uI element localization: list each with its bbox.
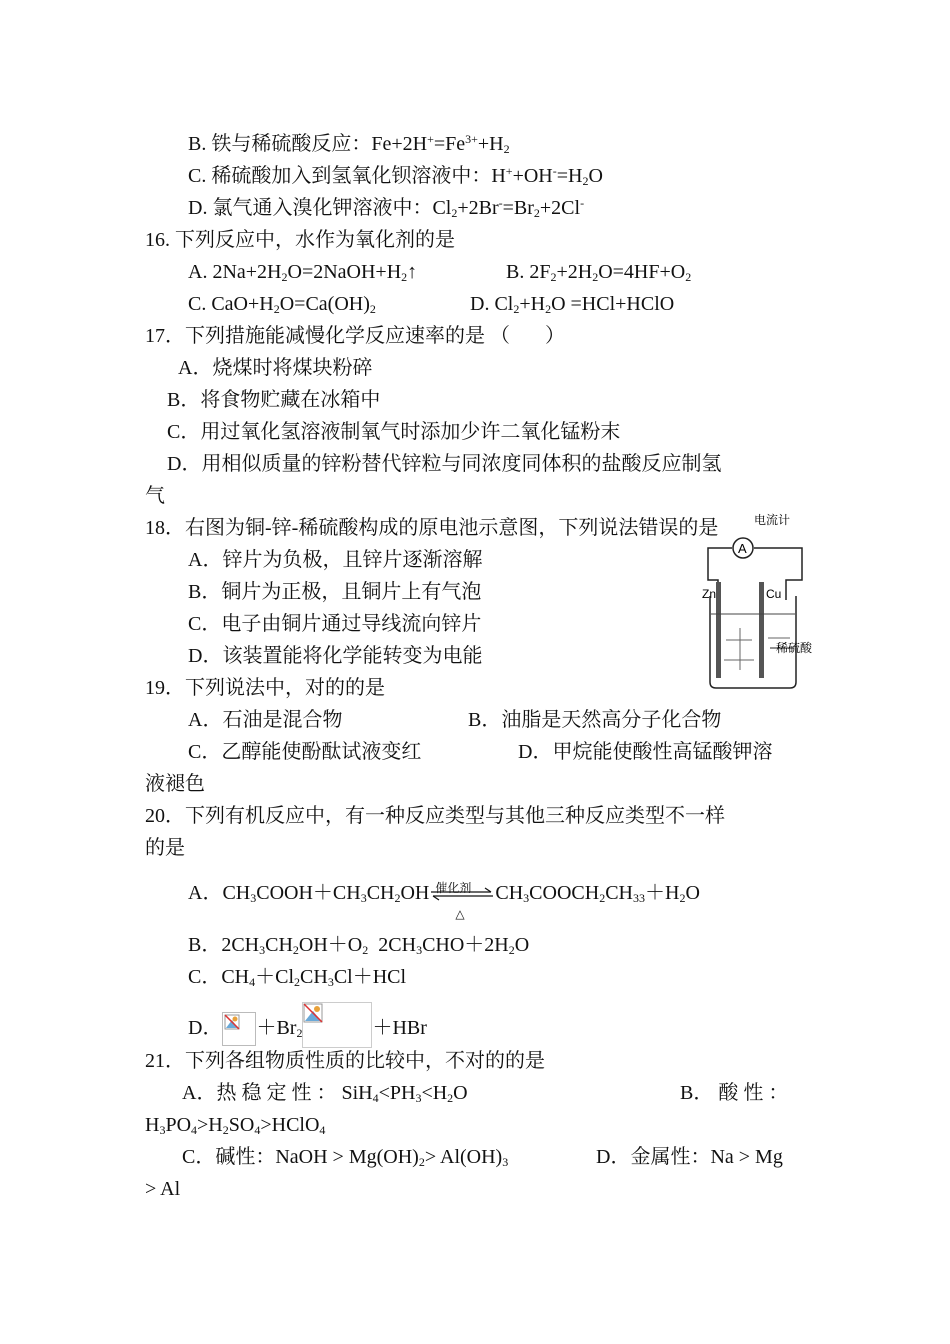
q17-option-d-wrap: 气 xyxy=(145,485,165,507)
q20-stem-wrap: 的是 xyxy=(145,837,185,859)
q19-stem: 19．下列说法中，对的的是 xyxy=(145,677,385,699)
q16-stem: 16. 下列反应中，水作为氧化剂的是 xyxy=(145,229,455,251)
benzene-image-icon xyxy=(222,1012,256,1046)
cu-label: Cu xyxy=(766,587,782,601)
q21-option-d: D．金属性：Na > Mg xyxy=(596,1146,783,1168)
reversible-arrow: 催化剂 △ xyxy=(429,881,495,907)
q16-option-a: A. $2Na+2H_2O=2NaOH+H_2↑$ xyxy=(188,261,418,284)
q15-option-b: B. 铁与稀硫酸反应：$Fe+2H^+=Fe^{3+}+H_2$ xyxy=(188,132,510,156)
q16-option-d: D. $Cl_2+H_2O$ =HCl+HClO xyxy=(470,293,675,316)
q15-option-c: C. 稀硫酸加入到氢氧化钡溶液中：$H^++OH^-=H_2O$ xyxy=(188,164,603,188)
cu-electrode xyxy=(759,582,764,678)
q16-option-c: C. $CaO+H_2O=Ca(OH)_2$ xyxy=(188,293,376,316)
q17-option-c: C．用过氧化氢溶液制氧气时添加少许二氧化锰粉末 xyxy=(167,421,621,443)
svg-text:A: A xyxy=(738,541,747,556)
zn-label: Zn xyxy=(702,587,717,601)
q18-option-d: D．该装置能将化学能转变为电能 xyxy=(188,645,483,667)
q20-option-a: A．$CH_3COOH+CH_3CH_2OH$ 催化剂 △ $CH_3COOCH_2CH_{33}+H_2O$ xyxy=(188,881,700,922)
q20-option-b: B．$2CH_3CH_2OH+O_2$ $2CH_3CHO+2H_2O$ xyxy=(188,934,530,957)
q21-option-d-wrap: > Al xyxy=(145,1178,181,1200)
q17-option-a: A．烧煤时将煤块粉碎 xyxy=(178,357,373,379)
q19-option-d-wrap: 液褪色 xyxy=(145,773,205,795)
q16-option-b: B. $2F_2+2H_2O=4HF+O_2$ xyxy=(506,261,692,284)
q20-option-c: C．$CH_4+Cl_2CH_3Cl+HCl$ xyxy=(188,966,407,989)
q15-option-d: D. 氯气通入溴化钾溶液中：$Cl_2+2Br^-=Br_2+2Cl^-$ xyxy=(188,196,585,220)
q18-stem: 18．右图为铜-锌-稀硫酸构成的原电池示意图，下列说法错误的是 xyxy=(145,517,719,539)
q21-option-a: A．热 稳 定 性 ： $SiH_4<PH_3<H_2O$ xyxy=(182,1082,468,1105)
zn-electrode xyxy=(716,582,721,678)
q18-option-b: B．铜片为正极，且铜片上有气泡 xyxy=(188,581,482,603)
q17-option-d: D．用相似质量的锌粉替代锌粒与同浓度同体积的盐酸反应制氢 xyxy=(167,453,722,475)
q20-stem: 20．下列有机反应中，有一种反应类型与其他三种反应类型不一样 xyxy=(145,805,725,827)
q19-option-b: B．油脂是天然高分子化合物 xyxy=(468,709,722,731)
bromobenzene-image-icon xyxy=(302,1002,372,1048)
q20-option-d: D． $+Br_2 +HBr$ xyxy=(188,1002,427,1048)
q19-option-d: D．甲烷能使酸性高锰酸钾溶 xyxy=(518,741,773,763)
q17-stem: 17．下列措施能减慢化学反应速率的是 （ ） xyxy=(145,325,565,347)
q21-option-c: C．碱性：NaOH > $Mg(OH)_2> Al(OH)_3$ xyxy=(182,1146,509,1169)
q18-option-a: A．锌片为负极，且锌片逐渐溶解 xyxy=(188,549,483,571)
q18-option-c: C．电子由铜片通过导线流向锌片 xyxy=(188,613,482,635)
q19-option-a: A．石油是混合物 xyxy=(188,709,343,731)
ammeter-label: 电流计 xyxy=(754,513,791,527)
galvanic-cell-diagram xyxy=(696,510,820,692)
q19-option-c: C．乙醇能使酚酞试液变红 xyxy=(188,741,422,763)
acid-label: 稀硫酸 xyxy=(776,641,813,655)
q21-option-b: B． 酸 性 ： xyxy=(680,1082,789,1104)
q21-option-b-wrap: $H_3PO_4>H_2SO_4>HClO_4$ xyxy=(145,1114,326,1137)
q17-option-b: B．将食物贮藏在冰箱中 xyxy=(167,389,381,411)
q21-stem: 21．下列各组物质性质的比较中，不对的的是 xyxy=(145,1050,545,1072)
